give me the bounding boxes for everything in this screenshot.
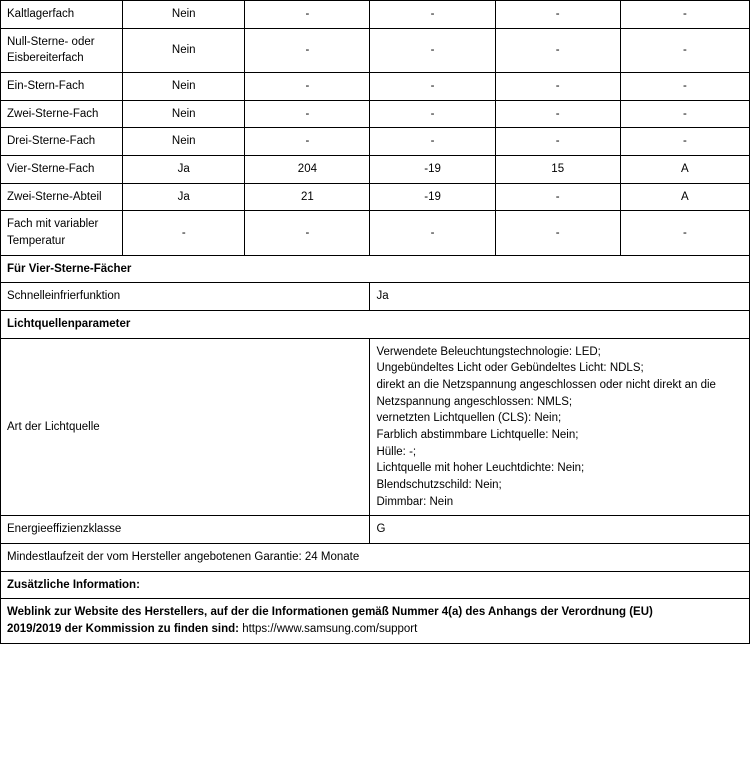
- compartment-volume: -: [245, 28, 370, 72]
- compartment-temperature: -: [370, 73, 495, 101]
- table-row: [1, 516, 750, 544]
- compartment-present: Nein: [123, 73, 245, 101]
- compartment-class: -: [620, 211, 749, 255]
- weblink-text-line1: Weblink zur Website des Herstellers, auf der die Informationen gemäß Nummer 4(a) des Anhangs der Verordnung (EU): [7, 606, 653, 619]
- compartment-class: A: [620, 183, 749, 211]
- light-source-line: Verwendete Beleuchtungstechnologie: LED;: [376, 345, 601, 358]
- manufacturer-weblink-cell: [1, 599, 750, 643]
- compartment-freezing-capacity: -: [495, 183, 620, 211]
- compartment-present: -: [123, 211, 245, 255]
- compartment-temperature: -: [370, 128, 495, 156]
- section-title-four-star: Für Vier-Sterne-Fächer: [1, 255, 750, 283]
- quickfreeze-label: Schnelleinfrierfunktion: [1, 283, 370, 311]
- compartment-freezing-capacity: -: [495, 28, 620, 72]
- table-row-warranty: [1, 544, 750, 572]
- light-source-line: direkt an die Netzspannung angeschlossen oder nicht direkt an die: [376, 379, 716, 392]
- table-row-additional-title: [1, 571, 750, 599]
- compartment-present: Ja: [123, 183, 245, 211]
- compartment-temperature: -: [370, 100, 495, 128]
- table-row: [1, 128, 750, 156]
- compartment-present: Nein: [123, 1, 245, 29]
- manufacturer-website-link[interactable]: https://www.samsung.com/support: [242, 623, 418, 636]
- compartment-class: -: [620, 100, 749, 128]
- compartment-label: Vier-Sterne-Fach: [1, 156, 123, 184]
- table-row: [1, 211, 750, 255]
- warranty-text: Mindestlaufzeit der vom Hersteller angebotenen Garantie: 24 Monate: [1, 544, 750, 572]
- compartment-freezing-capacity: -: [495, 1, 620, 29]
- table-row: [1, 338, 750, 516]
- table-row: [1, 183, 750, 211]
- table-row: [1, 73, 750, 101]
- light-source-type-value: [370, 338, 750, 516]
- quickfreeze-value: Ja: [370, 283, 750, 311]
- compartment-present: Nein: [123, 128, 245, 156]
- light-source-line: Blendschutzschild: Nein;: [376, 479, 502, 492]
- table-row: [1, 100, 750, 128]
- compartment-freezing-capacity: 15: [495, 156, 620, 184]
- compartment-label: Zwei-Sterne-Abteil: [1, 183, 123, 211]
- compartment-temperature: -: [370, 28, 495, 72]
- light-source-line: Hülle: -;: [376, 445, 417, 458]
- compartment-class: -: [620, 128, 749, 156]
- compartment-temperature: -19: [370, 183, 495, 211]
- table-row: [1, 283, 750, 311]
- compartment-temperature: -: [370, 211, 495, 255]
- light-source-line: Dimmbar: Nein: [376, 495, 454, 508]
- light-source-line: Ungebündeltes Licht oder Gebündeltes Licht: NDLS;: [376, 362, 644, 375]
- compartment-present: Nein: [123, 28, 245, 72]
- compartment-class: -: [620, 28, 749, 72]
- compartment-present: Nein: [123, 100, 245, 128]
- compartment-label: Ein-Stern-Fach: [1, 73, 123, 101]
- table-row-weblink: [1, 599, 750, 643]
- energy-efficiency-class-label: Energieeffizienzklasse: [1, 516, 370, 544]
- compartment-volume: 204: [245, 156, 370, 184]
- compartment-volume: -: [245, 128, 370, 156]
- compartment-class: A: [620, 156, 749, 184]
- compartment-volume: -: [245, 100, 370, 128]
- compartment-label: Null-Sterne- oder Eisbereiterfach: [1, 28, 123, 72]
- table-row-section-four-star: [1, 255, 750, 283]
- additional-information-title: Zusätzliche Information:: [1, 571, 750, 599]
- compartment-label: Drei-Sterne-Fach: [1, 128, 123, 156]
- compartment-class: -: [620, 1, 749, 29]
- light-source-line: vernetzten Lichtquellen (CLS): Nein;: [376, 412, 562, 425]
- compartment-label: Kaltlagerfach: [1, 1, 123, 29]
- light-source-line: Netzspannung angeschlossen: NMLS;: [376, 395, 573, 408]
- light-source-line: Lichtquelle mit hoher Leuchtdichte: Nein;: [376, 462, 585, 475]
- compartment-freezing-capacity: -: [495, 128, 620, 156]
- compartment-volume: -: [245, 1, 370, 29]
- compartment-class: -: [620, 73, 749, 101]
- energy-efficiency-class-value: G: [370, 516, 750, 544]
- compartment-temperature: -: [370, 1, 495, 29]
- compartment-freezing-capacity: -: [495, 73, 620, 101]
- light-source-type-label: Art der Lichtquelle: [1, 338, 370, 516]
- compartment-label: Zwei-Sterne-Fach: [1, 100, 123, 128]
- compartment-present: Ja: [123, 156, 245, 184]
- compartment-freezing-capacity: -: [495, 211, 620, 255]
- compartment-freezing-capacity: -: [495, 100, 620, 128]
- light-source-line: Farblich abstimmbare Lichtquelle: Nein;: [376, 429, 579, 442]
- compartment-volume: -: [245, 73, 370, 101]
- compartment-temperature: -19: [370, 156, 495, 184]
- table-row-section-light-source: [1, 311, 750, 339]
- table-row: [1, 1, 750, 29]
- table-row: [1, 28, 750, 72]
- table-row: [1, 156, 750, 184]
- weblink-text-line2: 2019/2019 der Kommission zu finden sind:: [7, 623, 239, 636]
- compartment-volume: -: [245, 211, 370, 255]
- compartment-volume: 21: [245, 183, 370, 211]
- compartment-label: Fach mit variabler Temperatur: [1, 211, 123, 255]
- section-title-light-source: Lichtquellenparameter: [1, 311, 750, 339]
